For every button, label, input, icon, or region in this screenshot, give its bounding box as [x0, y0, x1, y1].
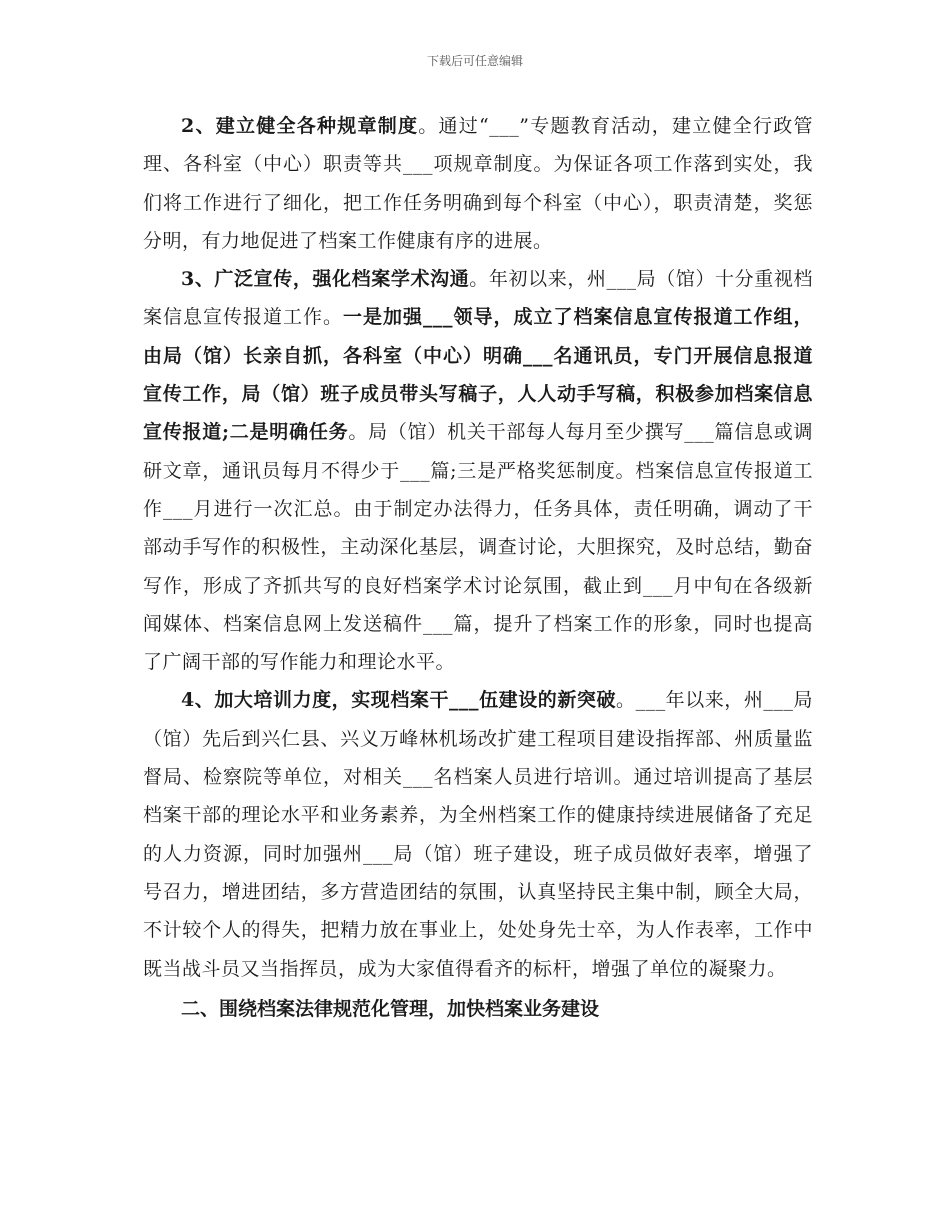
download-note: 下载后可任意编辑	[426, 54, 523, 68]
paragraph-publicity-bold: 一是加强___领导，成立了档案信息宣传报道工作组，由局（馆）长亲自抓，各科室（中心）明确___名通讯员，专门开展信息报道宣传工作，局（馆）班子成员带头写稿子，人人动手写稿，积极参加档案信息宣传报道;二是明确任务	[143, 306, 813, 444]
document-body	[143, 107, 813, 1028]
paragraph-training-lead: 4、加大培训力度，实现档案干___伍建设的新突破	[181, 689, 617, 712]
paragraph-publicity	[143, 260, 813, 681]
paragraph-rules-lead: 2、建立健全各种规章制度	[181, 115, 419, 137]
paragraph-rules-text: 。通过“___”专题教育活动，建立健全行政管理、各科室（中心）职责等共___项规章制度。为保证各项工作落到实处，我们将工作进行了细化，把工作任务明确到每个科室（中心），职责清楚，奖惩分明，有力地促进了档案工作健康有序的进展。	[143, 115, 813, 252]
paragraph-publicity-lead: 3、广泛宣传，强化档案学术沟通	[181, 268, 470, 291]
paragraph-training-text: 。___年以来，州___局（馆）先后到兴仁县、兴义万峰林机场改扩建工程项目建设指挥部、州质量监督局、检察院等单位，对相关___名档案人员进行培训。通过培训提高了基层档案干部的理论水平和业务素养，为全州档案工作的健康持续进展储备了充足的人力资源，同时加强州___局（馆）班子建设，班子成员做好表率，增强了号召力，增进团结，多方营造团结的氛围，认真坚持民主集中制，顾全大局，不计较个人的得失，把精力放在事业上，处处身先士卒，为人作表率，工作中既当战斗员又当指挥员，成为大家值得看齐的标杆，增强了单位的凝聚力。	[143, 689, 813, 980]
paragraph-publicity-text-2: 。局（馆）机关干部每人每月至少撰写___篇信息或调研文章，通讯员每月不得少于___篇;三是严格奖惩制度。档案信息宣传报道工作___月进行一次汇总。由于制定办法得力，任务具体，责任明确，调动了干部动手写作的积极性，主动深化基层，调查讨论，大胆探究，及时总结，勤奋写作，形成了齐抓共写的良好档案学术讨论氛围，截止到___月中旬在各级新闻媒体、档案信息网上发送稿件___篇，提升了档案工作的形象，同时也提高了广阔干部的写作能力和理论水平。	[143, 421, 813, 674]
paragraph-training	[143, 681, 813, 987]
section-heading: 二、围绕档案法律规范化管理，加快档案业务建设	[181, 997, 600, 1020]
paragraph-rules	[143, 107, 813, 260]
paragraph-publicity-text-1: 。年初以来，州___局（馆）十分重视档案信息宣传报道工作。	[143, 268, 813, 329]
